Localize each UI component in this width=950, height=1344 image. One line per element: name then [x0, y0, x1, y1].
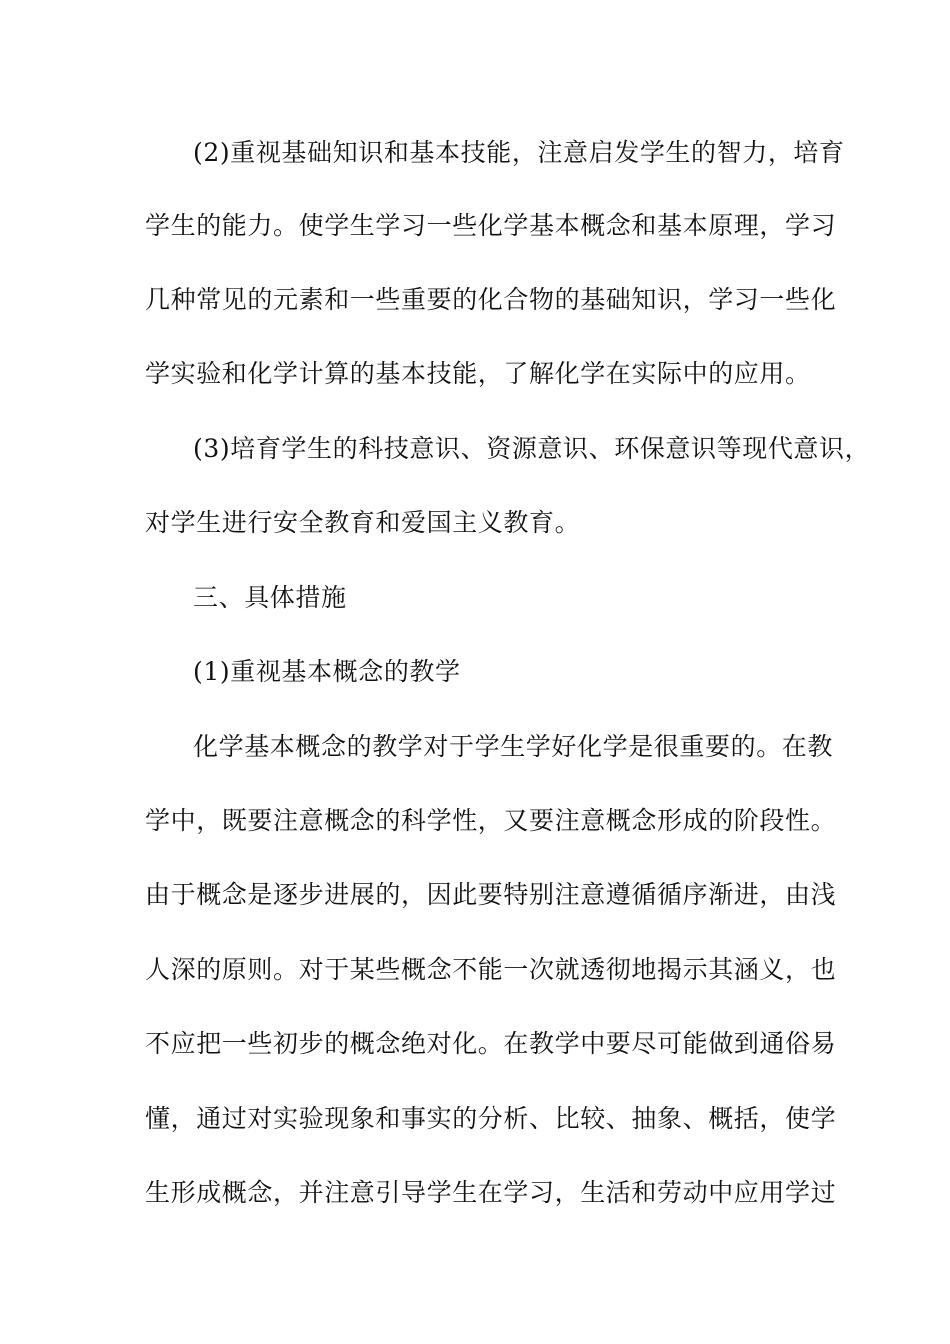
- paragraph-line: 懂，通过对实验现象和事实的分析、比较、抽象、概括，使学: [145, 1104, 837, 1133]
- paragraph-line: 不应把一些初步的概念绝对化。在教学中要尽可能做到通俗易: [145, 1029, 837, 1058]
- paragraph-line: 学中，既要注意概念的科学性，又要注意概念形成的阶段性。: [145, 806, 837, 835]
- paragraph-line: 化学基本概念的教学对于学生学好化学是很重要的。在教: [193, 732, 834, 761]
- paragraph-line: 人深的原则。对于某些概念不能一次就透彻地揭示其涵义，也: [145, 955, 837, 984]
- paragraph-line: 生形成概念，并注意引导学生在学习，生活和劳动中应用学过: [145, 1178, 837, 1207]
- paragraph-line: 学实验和化学计算的基本技能，了解化学在实际中的应用。: [145, 359, 811, 388]
- paragraph-line: 学生的能力。使学生学习一些化学基本概念和基本原理，学习: [145, 211, 837, 240]
- paragraph-line: 对学生进行安全教育和爱国主义教育。: [145, 508, 581, 537]
- subsection-heading: (1)重视基本概念的教学: [193, 657, 461, 686]
- paragraph-line: 几种常见的元素和一些重要的化合物的基础知识，学习一些化: [145, 285, 837, 314]
- paragraph-line: (2)重视基础知识和基本技能，注意启发学生的智力，培育: [193, 138, 845, 167]
- paragraph-line: 由于概念是逐步进展的，因此要特别注意遵循循序渐进，由浅: [145, 880, 837, 909]
- paragraph-line: (3)培育学生的科技意识、资源意识、环保意识等现代意识，: [193, 434, 871, 463]
- section-heading: 三、具体措施: [193, 583, 347, 612]
